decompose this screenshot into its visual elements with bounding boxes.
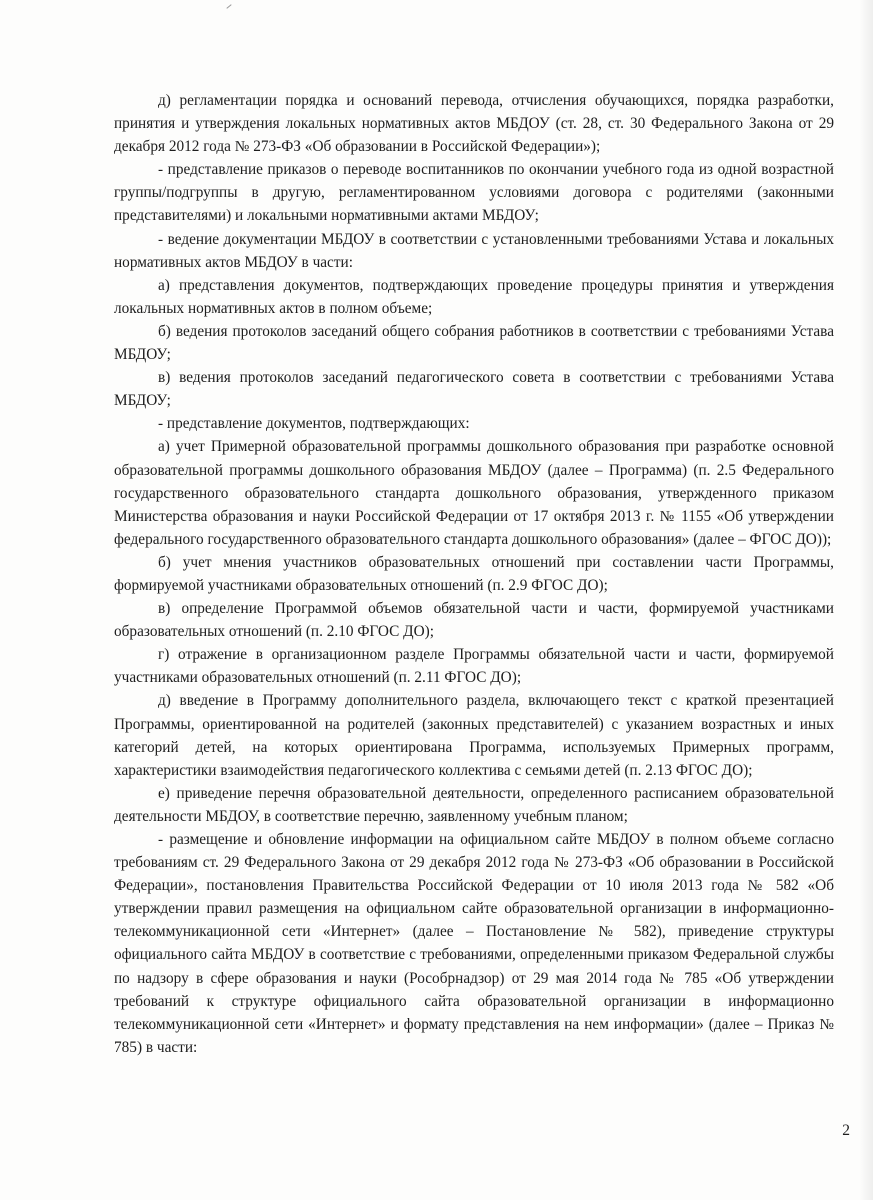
paragraph-13: е) приведение перечня образовательной деятельности, определенного расписанием образовательной деятельности МБДОУ, в соответствие перечню, заявленному учебным планом; bbox=[114, 784, 834, 825]
paragraph-14: - размещение и обновление информации на официальном сайте МБДОУ в полном объеме согласно требованиям ст. 29 Федерального Закона от 29 декабря 2012 года № 273-ФЗ «Об образовании в Российской Федерации», постановления Правительства Российской Федерации от 10 июля 2013 года № 582 «Об утверждении правил размещения на официальном сайте образовательной организации в информационно-телекоммуникационной сети «Интернет» (далее – Постановление № 582), приведение структуры официального сайта МБДОУ в соответствие с требованиями, определенными приказом Федеральной службы по надзору в сфере образования и науки (Рособрнадзор) от 29 мая 2014 года № 785 «Об утверждении требований к структуре официального сайта образовательной организации в информационно телекоммуникационной сети «Интернет» и формату представления на нем информации» (далее – Приказ № 785) в части: bbox=[114, 831, 834, 1056]
document-body bbox=[114, 89, 834, 1059]
paragraph-1: д) регламентации порядка и оснований перевода, отчисления обучающихся, порядка разработки, принятия и утверждения локальных нормативных актов МБДОУ (ст. 28, ст. 30 Федерального Закона от 29 декабря 2012 года № 273-ФЗ «Об образовании в Российской Федерации»); bbox=[114, 92, 834, 156]
page-number: 2 bbox=[842, 1122, 850, 1139]
paragraph-12: д) введение в Программу дополнительного раздела, включающего текст с краткой презентацией Программы, ориентированной на родителей (законных представителей) с указанием возрастных и иных категорий детей, на которых ориентирована Программа, используемых Примерных программ, характеристики взаимодействия педагогического коллектива с семьями детей (п. 2.13 ФГОС ДО); bbox=[114, 692, 834, 779]
paragraph-7: - представление документов, подтверждающих: bbox=[158, 415, 470, 433]
page-edge-shadow bbox=[859, 0, 873, 1200]
scan-mark bbox=[226, 4, 231, 9]
paragraph-11: г) отражение в организационном разделе Программы обязательной части и части, формируемой участниками образовательных отношений (п. 2.11 ФГОС ДО); bbox=[114, 646, 834, 687]
paragraph-8: а) учет Примерной образовательной программы дошкольного образования при разработке основной образовательной программы дошкольного образования МБДОУ (далее – Программа) (п. 2.5 Федерального государственного образовательного стандарта дошкольного образования, утвержденного приказом Министерства образования и науки Российской Федерации от 17 октября 2013 г. № 1155 «Об утверждении федерального государственного образовательного стандарта дошкольного образования» (далее – ФГОС ДО)); bbox=[114, 438, 834, 548]
paragraph-9: б) учет мнения участников образовательных отношений при составлении части Программы, формируемой участниками образовательных отношений (п. 2.9 ФГОС ДО); bbox=[114, 553, 834, 594]
paragraph-10: в) определение Программой объемов обязательной части и части, формируемой участниками образовательных отношений (п. 2.10 ФГОС ДО); bbox=[114, 600, 834, 641]
paragraph-3: - ведение документации МБДОУ в соответствии с установленными требованиями Устава и локальных нормативных актов МБДОУ в части: bbox=[114, 230, 834, 271]
paragraph-6: в) ведения протоколов заседаний педагогического совета в соответствии с требованиями Устава МБДОУ; bbox=[114, 369, 834, 410]
paragraph-4: а) представления документов, подтверждающих проведение процедуры принятия и утверждения локальных нормативных актов в полном объеме; bbox=[114, 276, 834, 317]
paragraph-5: б) ведения протоколов заседаний общего собрания работников в соответствии с требованиями Устава МБДОУ; bbox=[114, 322, 834, 364]
paragraph-2: - представление приказов о переводе воспитанников по окончании учебного года из одной возрастной группы/подгруппы в другую, регламентированном условиями договора с родителями (законными представителями) и локальными нормативными актами МБДОУ; bbox=[114, 161, 834, 225]
